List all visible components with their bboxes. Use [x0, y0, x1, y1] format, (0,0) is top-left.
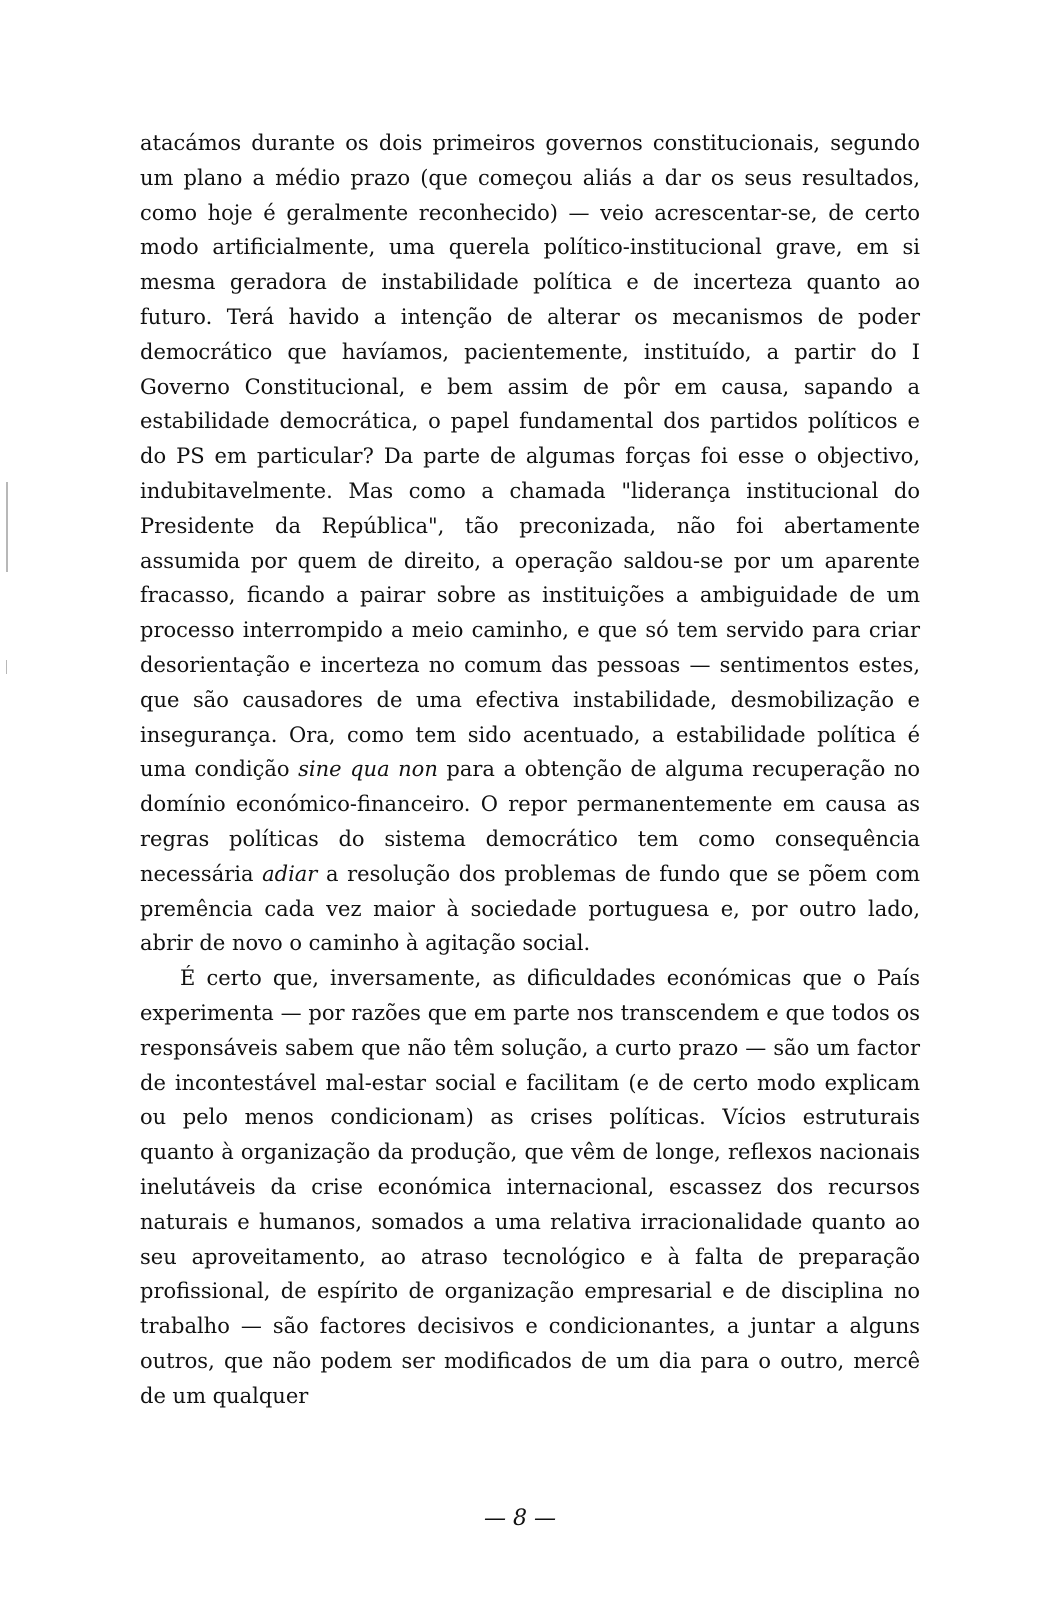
page-number: — 8 —: [484, 1506, 556, 1531]
body-text: [140, 126, 920, 1413]
text-run: a resolução dos problemas de fundo que se põem com premência cada vez maior à sociedade portuguesa e, por outro lado, abrir de novo o caminho à agitação social.: [140, 861, 920, 956]
scan-margin-mark: [6, 660, 7, 674]
italic-text-run: adiar: [262, 861, 318, 886]
italic-text-run: sine qua non: [298, 757, 438, 782]
text-run: É certo que, inversamente, as dificuldades económicas que o País experimenta — por razões que em parte nos transcendem e que todos os responsáveis sabem que não têm solução, a curto prazo — são um factor de incontestável mal-estar social e facilitam (e de certo modo explicam ou pelo menos condicionam) as crises políticas. Vícios estruturais quanto à organização da produção, que vêm de longe, reflexos nacionais inelutáveis da crise económica internacional, escassez dos recursos naturais e humanos, somados a uma relativa irracionalidade quanto ao seu aproveitamento, ao atraso tecnológico e à falta de preparação profissional, de espírito de organização empresarial e de disciplina no trabalho — são factores decisivos e condicionantes, a juntar a alguns outros, que não podem ser modificados de um dia para o outro, mercê de um qualquer: [140, 966, 920, 1408]
paragraph: [140, 126, 920, 961]
text-run: para a obtenção de alguma recuperação no domínio económico-financeiro. O repor permanentemente em causa as regras políticas do sistema democrático tem como consequência necessária: [140, 757, 920, 886]
text-run: atacámos durante os dois primeiros governos constitucionais, segundo um plano a médio prazo (que começou aliás a dar os seus resultados, como hoje é geralmente reconhecido) — veio acrescentar-se, de certo modo artificialmente, uma querela político-institucional grave, em si mesma geradora de instabilidade política e de incerteza quanto ao futuro. Terá havido a intenção de alterar os mecanismos de poder democrático que havíamos, pacientemente, instituído, a partir do I Governo Constitucional, e bem assim de pôr em causa, sapando a estabilidade democrática, o papel fundamental dos partidos políticos e do PS em particular? Da parte de algumas forças foi esse o objectivo, indubitavelmente. Mas como a chamada "liderança institucional do Presidente da República", tão preconizada, não foi abertamente assumida por quem de direito, a operação saldou-se por um aparente fracasso, ficando a pairar sobre as instituições a ambiguidade de um processo interrompido a meio caminho, e que só tem servido para criar desorientação e incerteza no comum das pessoas — sentimentos estes, que são causadores de uma efectiva instabilidade, desmobilização e insegurança. Ora, como tem sido acentuado, a estabilidade política é uma condição: [140, 131, 920, 782]
scan-margin-mark: [6, 482, 8, 572]
paragraph: [140, 961, 920, 1413]
